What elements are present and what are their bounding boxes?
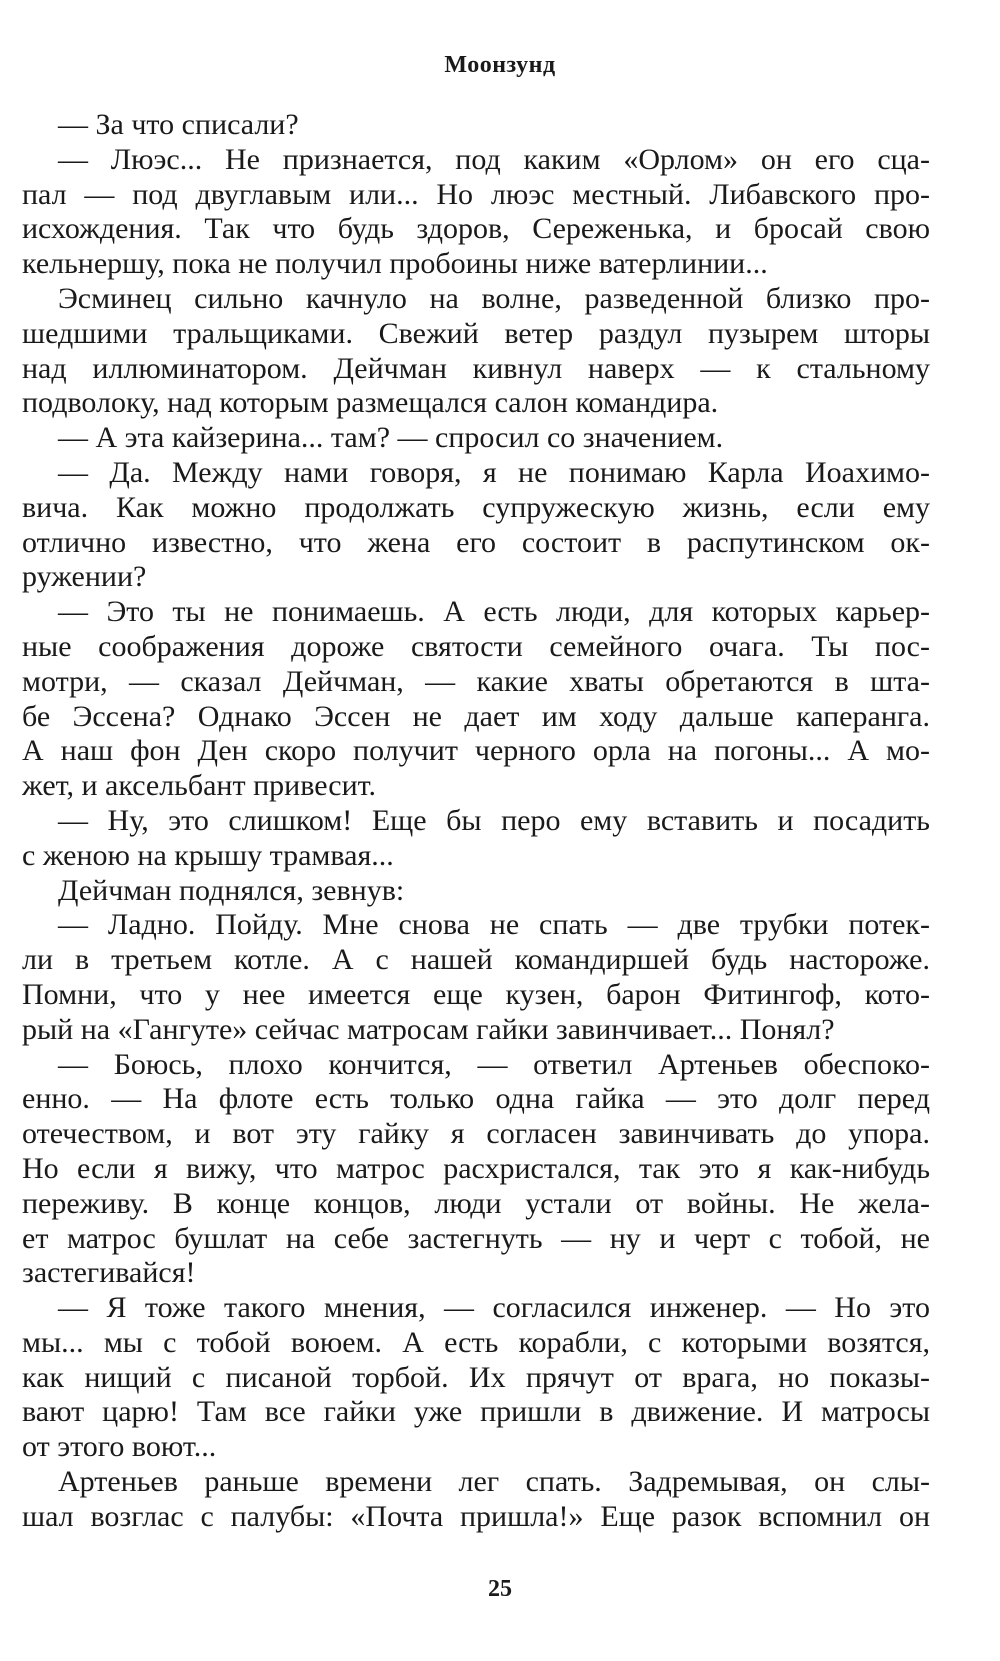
text-line: — А эта кайзерина... там? — спросил со значением. <box>58 421 724 455</box>
text-line: шедшими тральщиками. Свежий ветер раздул пузырем шторы <box>22 316 930 350</box>
paragraph <box>22 874 930 909</box>
text-line: ет матрос бушлат на себе застегнуть — ну и черт с тобой, не <box>22 1221 930 1255</box>
text-line: от этого воют... <box>22 1430 217 1464</box>
text-line: Эсминец сильно качнуло на волне, разведенной близко про- <box>58 281 930 315</box>
paragraph <box>22 1465 930 1535</box>
text-line: бе Эссена? Однако Эссен не дает им ходу дальше каперанга. <box>22 699 930 733</box>
text-line: шал возглас с палубы: «Почта пришла!» Еще разок вспомнил он <box>22 1499 930 1533</box>
text-line: вича. Как можно продолжать супружескую жизнь, если ему <box>22 490 930 524</box>
text-line: Но если я вижу, что матрос расхристался, так это я как-нибудь <box>22 1151 930 1185</box>
text-line: Помни, что у нее имеется еще кузен, барон Фитингоф, кото- <box>22 977 930 1011</box>
paragraph <box>22 1291 930 1465</box>
paragraph <box>22 108 930 143</box>
page-number: 25 <box>488 1576 512 1602</box>
paragraph <box>22 143 930 282</box>
text-line: с женою на крышу трамвая... <box>22 838 394 872</box>
text-line: исхождения. Так что будь здоров, Сереженька, и бросай свою <box>22 212 930 246</box>
text-line: — Люэс... Не признается, под каким «Орлом» он его сца- <box>58 142 930 176</box>
paragraph <box>22 908 930 1047</box>
text-line: ные соображения дороже святости семейного очага. Ты пос- <box>22 629 930 663</box>
text-line: подволоку, над которым размещался салон командира. <box>22 386 719 420</box>
text-line: — Это ты не понимаешь. А есть люди, для которых карьер- <box>58 595 930 629</box>
text-line: — Ну, это слишком! Еще бы перо ему вставить и посадить <box>58 803 930 837</box>
paragraph <box>22 456 930 595</box>
text-line: — Я тоже такого мнения, — согласился инженер. — Но это <box>58 1291 930 1325</box>
paragraph <box>22 804 930 874</box>
paragraph <box>22 421 930 456</box>
text-line: застегивайся! <box>22 1256 196 1290</box>
body-text <box>22 108 930 1535</box>
text-line: енно. — На флоте есть только одна гайка — это долг перед <box>22 1082 930 1116</box>
text-line: переживу. В конце концов, люди устали от войны. Не жела- <box>22 1186 930 1220</box>
text-line: ружении? <box>22 560 147 594</box>
text-line: Дейчман поднялся, зевнув: <box>58 873 405 907</box>
running-title: Моонзунд <box>444 52 556 78</box>
text-line: кельнершу, пока не получил пробоины ниже ватерлинии... <box>22 247 768 281</box>
text-line: рый на «Гангуте» сейчас матросам гайки завинчивает... Понял? <box>22 1012 835 1046</box>
text-line: А наш фон Ден скоро получит черного орла на погоны... А мо- <box>22 734 930 768</box>
paragraph <box>22 282 930 421</box>
text-line: ли в третьем котле. А с нашей командиршей будь настороже. <box>22 943 930 977</box>
text-line: Артеньев раньше времени лег спать. Задремывая, он слы- <box>58 1465 930 1499</box>
text-line: над иллюминатором. Дейчман кивнул наверх — к стальному <box>22 351 930 385</box>
paragraph <box>22 1048 930 1292</box>
text-line: — Боюсь, плохо кончится, — ответил Артеньев обеспоко- <box>58 1047 930 1081</box>
text-line: как нищий с писаной торбой. Их прячут от врага, но показы- <box>22 1360 930 1394</box>
text-line: вают царю! Там все гайки уже пришли в движение. И матросы <box>22 1395 930 1429</box>
text-line: пал — под двуглавым или... Но люэс местный. Либавского про- <box>22 177 930 211</box>
text-line: жет, и аксельбант привесит. <box>22 769 376 803</box>
paragraph <box>22 595 930 804</box>
text-line: мотри, — сказал Дейчман, — какие хваты обретаются в шта- <box>22 664 930 698</box>
text-line: отечеством, и вот эту гайку я согласен завинчивать до упора. <box>22 1117 930 1151</box>
text-line: — Да. Между нами говоря, я не понимаю Карла Иоахимо- <box>58 455 930 489</box>
text-line: отлично известно, что жена его состоит в распутинском ок- <box>22 525 930 559</box>
text-line: — Ладно. Пойду. Мне снова не спать — две трубки потек- <box>58 908 930 942</box>
text-line: мы... мы с тобой воюем. А есть корабли, с которыми возятся, <box>22 1325 930 1359</box>
text-line: — За что списали? <box>58 108 299 141</box>
